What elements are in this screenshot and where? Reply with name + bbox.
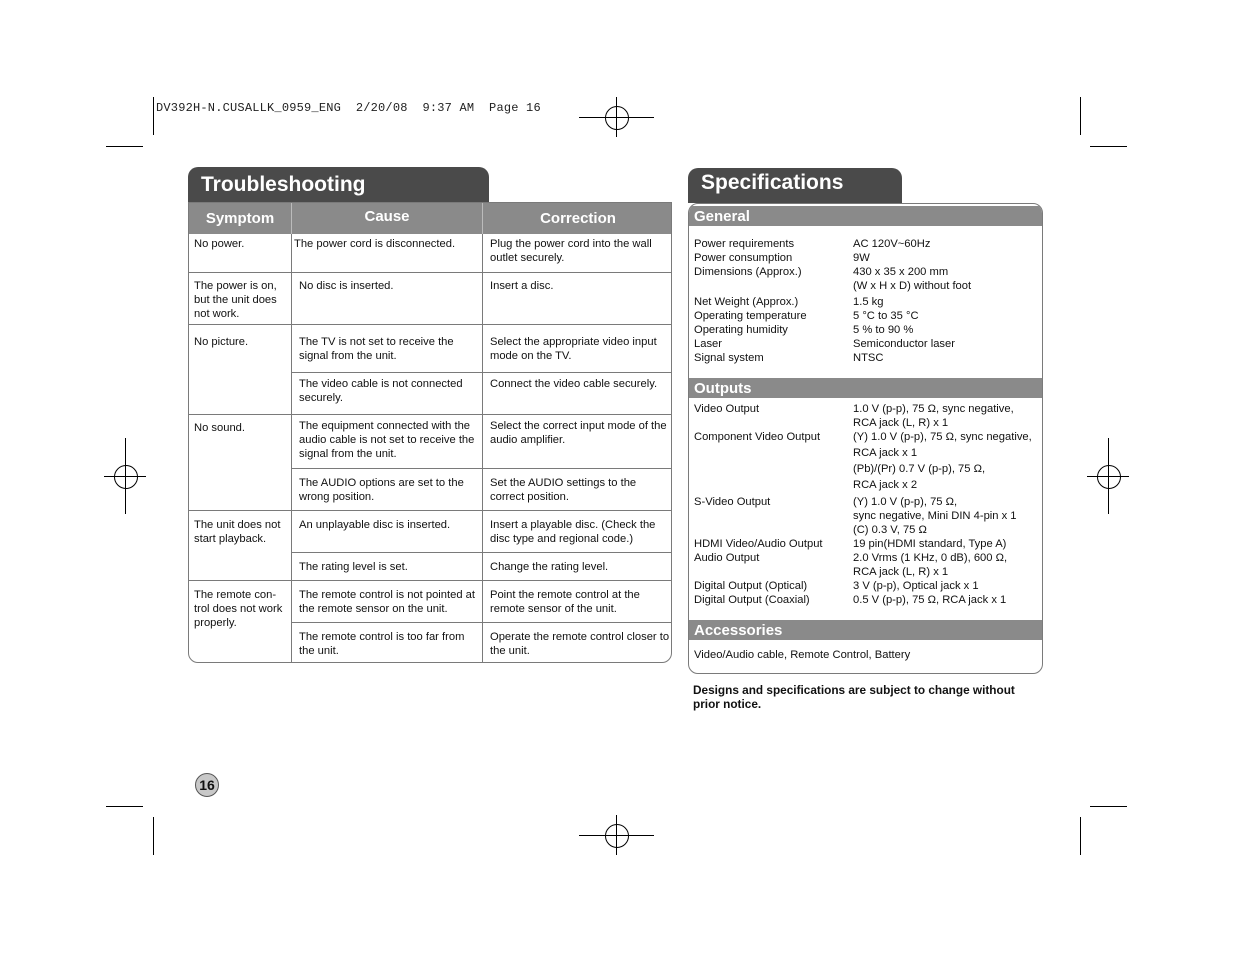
column-divider: [291, 234, 292, 663]
spec-label: Laser: [694, 338, 722, 350]
spec-label: Power requirements: [694, 238, 795, 250]
spec-value: 1.5 kg: [853, 296, 884, 308]
spec-value: RCA jack (L, R) x 1: [853, 566, 949, 578]
crop-mark: [1090, 146, 1127, 147]
subrow-divider: [291, 468, 672, 469]
spec-value: (Pb)/(Pr) 0.7 V (p-p), 75 Ω,: [853, 463, 986, 475]
row-divider: [189, 324, 672, 325]
general-heading: General: [689, 206, 1042, 226]
row-divider: [189, 414, 672, 415]
troubleshooting-table: [188, 202, 672, 663]
spec-value: NTSC: [853, 352, 884, 364]
cause-cell: An unplayable disc is inserted.: [299, 519, 451, 531]
spec-label: Operating humidity: [694, 324, 788, 336]
accessories-heading: Accessories: [689, 620, 1042, 640]
symptom-cell: No picture.: [194, 336, 249, 348]
correction-cell: Plug the power cord into the wall outlet securely.: [490, 238, 652, 264]
spec-label: Power consumption: [694, 252, 793, 264]
spec-label: Operating temperature: [694, 310, 807, 322]
specifications-panel: [688, 203, 1043, 674]
correction-cell: Point the remote control at the remote sensor of the unit.: [490, 589, 640, 615]
subrow-divider: [291, 552, 672, 553]
correction-cell: Select the correct input mode of the audio amplifier.: [490, 420, 667, 446]
accessories-text: Video/Audio cable, Remote Control, Battery: [694, 649, 911, 661]
column-divider: [482, 234, 483, 663]
correction-cell: Change the rating level.: [490, 561, 609, 573]
symptom-cell: The power is on, but the unit does not work.: [194, 280, 277, 320]
crop-mark: [1080, 97, 1081, 135]
cause-cell: The remote control is too far from the unit.: [299, 631, 465, 657]
correction-cell: Select the appropriate video input mode on the TV.: [490, 336, 657, 362]
spec-label: S-Video Output: [694, 496, 771, 508]
troubleshooting-title: Troubleshooting: [188, 167, 489, 203]
page-number: 16: [195, 773, 219, 797]
cause-cell: The TV is not set to receive the signal from the unit.: [299, 336, 454, 362]
symptom-cell: The remote con-trol does not work properly.: [194, 589, 283, 629]
spec-label: Video Output: [694, 403, 760, 415]
spec-label: Net Weight (Approx.): [694, 296, 799, 308]
spec-label: HDMI Video/Audio Output: [694, 538, 823, 550]
spec-label: Dimensions (Approx.): [694, 266, 802, 278]
row-divider: [189, 272, 672, 273]
outputs-heading: Outputs: [689, 378, 1042, 398]
crop-mark: [106, 146, 143, 147]
spec-value: AC 120V~60Hz: [853, 238, 931, 250]
crop-mark: [1090, 806, 1127, 807]
crop-mark: [153, 817, 154, 855]
spec-label: Digital Output (Optical): [694, 580, 808, 592]
correction-cell: Set the AUDIO settings to the correct position.: [490, 477, 637, 503]
spec-value: 0.5 V (p-p), 75 Ω, RCA jack x 1: [853, 594, 1007, 606]
spec-value: 2.0 Vrms (1 KHz, 0 dB), 600 Ω,: [853, 552, 1008, 564]
change-notice: Designs and specifications are subject to change without prior notice.: [693, 683, 1015, 711]
crop-mark: [153, 97, 154, 135]
spec-value: Semiconductor laser: [853, 338, 955, 350]
symptom-cell: No power.: [194, 238, 245, 250]
cause-cell: The power cord is disconnected.: [294, 238, 456, 250]
cause-cell: The AUDIO options are set to the wrong position.: [299, 477, 464, 503]
cause-cell: The equipment connected with the audio cable is not set to receive the signal from the unit.: [299, 420, 475, 460]
spec-value: (Y) 1.0 V (p-p), 75 Ω, sync negative,: [853, 431, 1032, 443]
spec-label: Component Video Output: [694, 431, 821, 443]
cause-cell: The video cable is not connected securely.: [299, 378, 463, 404]
cause-cell: The rating level is set.: [299, 561, 408, 573]
spec-value: RCA jack x 1: [853, 447, 918, 459]
spec-value: RCA jack x 2: [853, 479, 918, 491]
spec-value: 5 °C to 35 °C: [853, 310, 919, 322]
row-divider: [189, 510, 672, 511]
spec-value: (Y) 1.0 V (p-p), 75 Ω,: [853, 496, 958, 508]
symptom-cell: The unit does not start playback.: [194, 519, 281, 545]
symptom-cell: No sound.: [194, 422, 245, 434]
specifications-title: Specifications: [688, 168, 902, 203]
spec-label: Audio Output: [694, 552, 760, 564]
correction-cell: Insert a disc.: [490, 280, 554, 292]
subrow-divider: [291, 372, 672, 373]
spec-value: 9W: [853, 252, 870, 264]
spec-value: 430 x 35 x 200 mm: [853, 266, 949, 278]
correction-cell: Connect the video cable securely.: [490, 378, 658, 390]
spec-value: 3 V (p-p), Optical jack x 1: [853, 580, 979, 592]
header-cause: Cause: [292, 203, 482, 234]
print-slug: DV392H-N.CUSALLK_0959_ENG 2/20/08 9:37 AM Page 16: [156, 101, 541, 115]
spec-label: Digital Output (Coaxial): [694, 594, 810, 606]
crop-mark: [106, 806, 143, 807]
spec-value: (W x H x D) without foot: [853, 280, 972, 292]
spec-value: 5 % to 90 %: [853, 324, 914, 336]
row-divider: [189, 580, 672, 581]
crop-mark: [1080, 817, 1081, 855]
spec-value: 19 pin(HDMI standard, Type A): [853, 538, 1007, 550]
cause-cell: No disc is inserted.: [299, 280, 394, 292]
spec-value: (C) 0.3 V, 75 Ω: [853, 524, 927, 536]
spec-label: Signal system: [694, 352, 764, 364]
spec-value: sync negative, Mini DIN 4-pin x 1: [853, 510, 1017, 522]
cause-cell: The remote control is not pointed at the remote sensor on the unit.: [299, 589, 475, 615]
subrow-divider: [291, 622, 672, 623]
correction-cell: Operate the remote control closer to the unit.: [490, 631, 670, 657]
spec-value: 1.0 V (p-p), 75 Ω, sync negative,: [853, 403, 1014, 415]
header-correction: Correction: [483, 203, 672, 234]
correction-cell: Insert a playable disc. (Check the disc type and regional code.): [490, 519, 656, 545]
spec-value: RCA jack (L, R) x 1: [853, 417, 949, 429]
header-symptom: Symptom: [189, 203, 291, 234]
